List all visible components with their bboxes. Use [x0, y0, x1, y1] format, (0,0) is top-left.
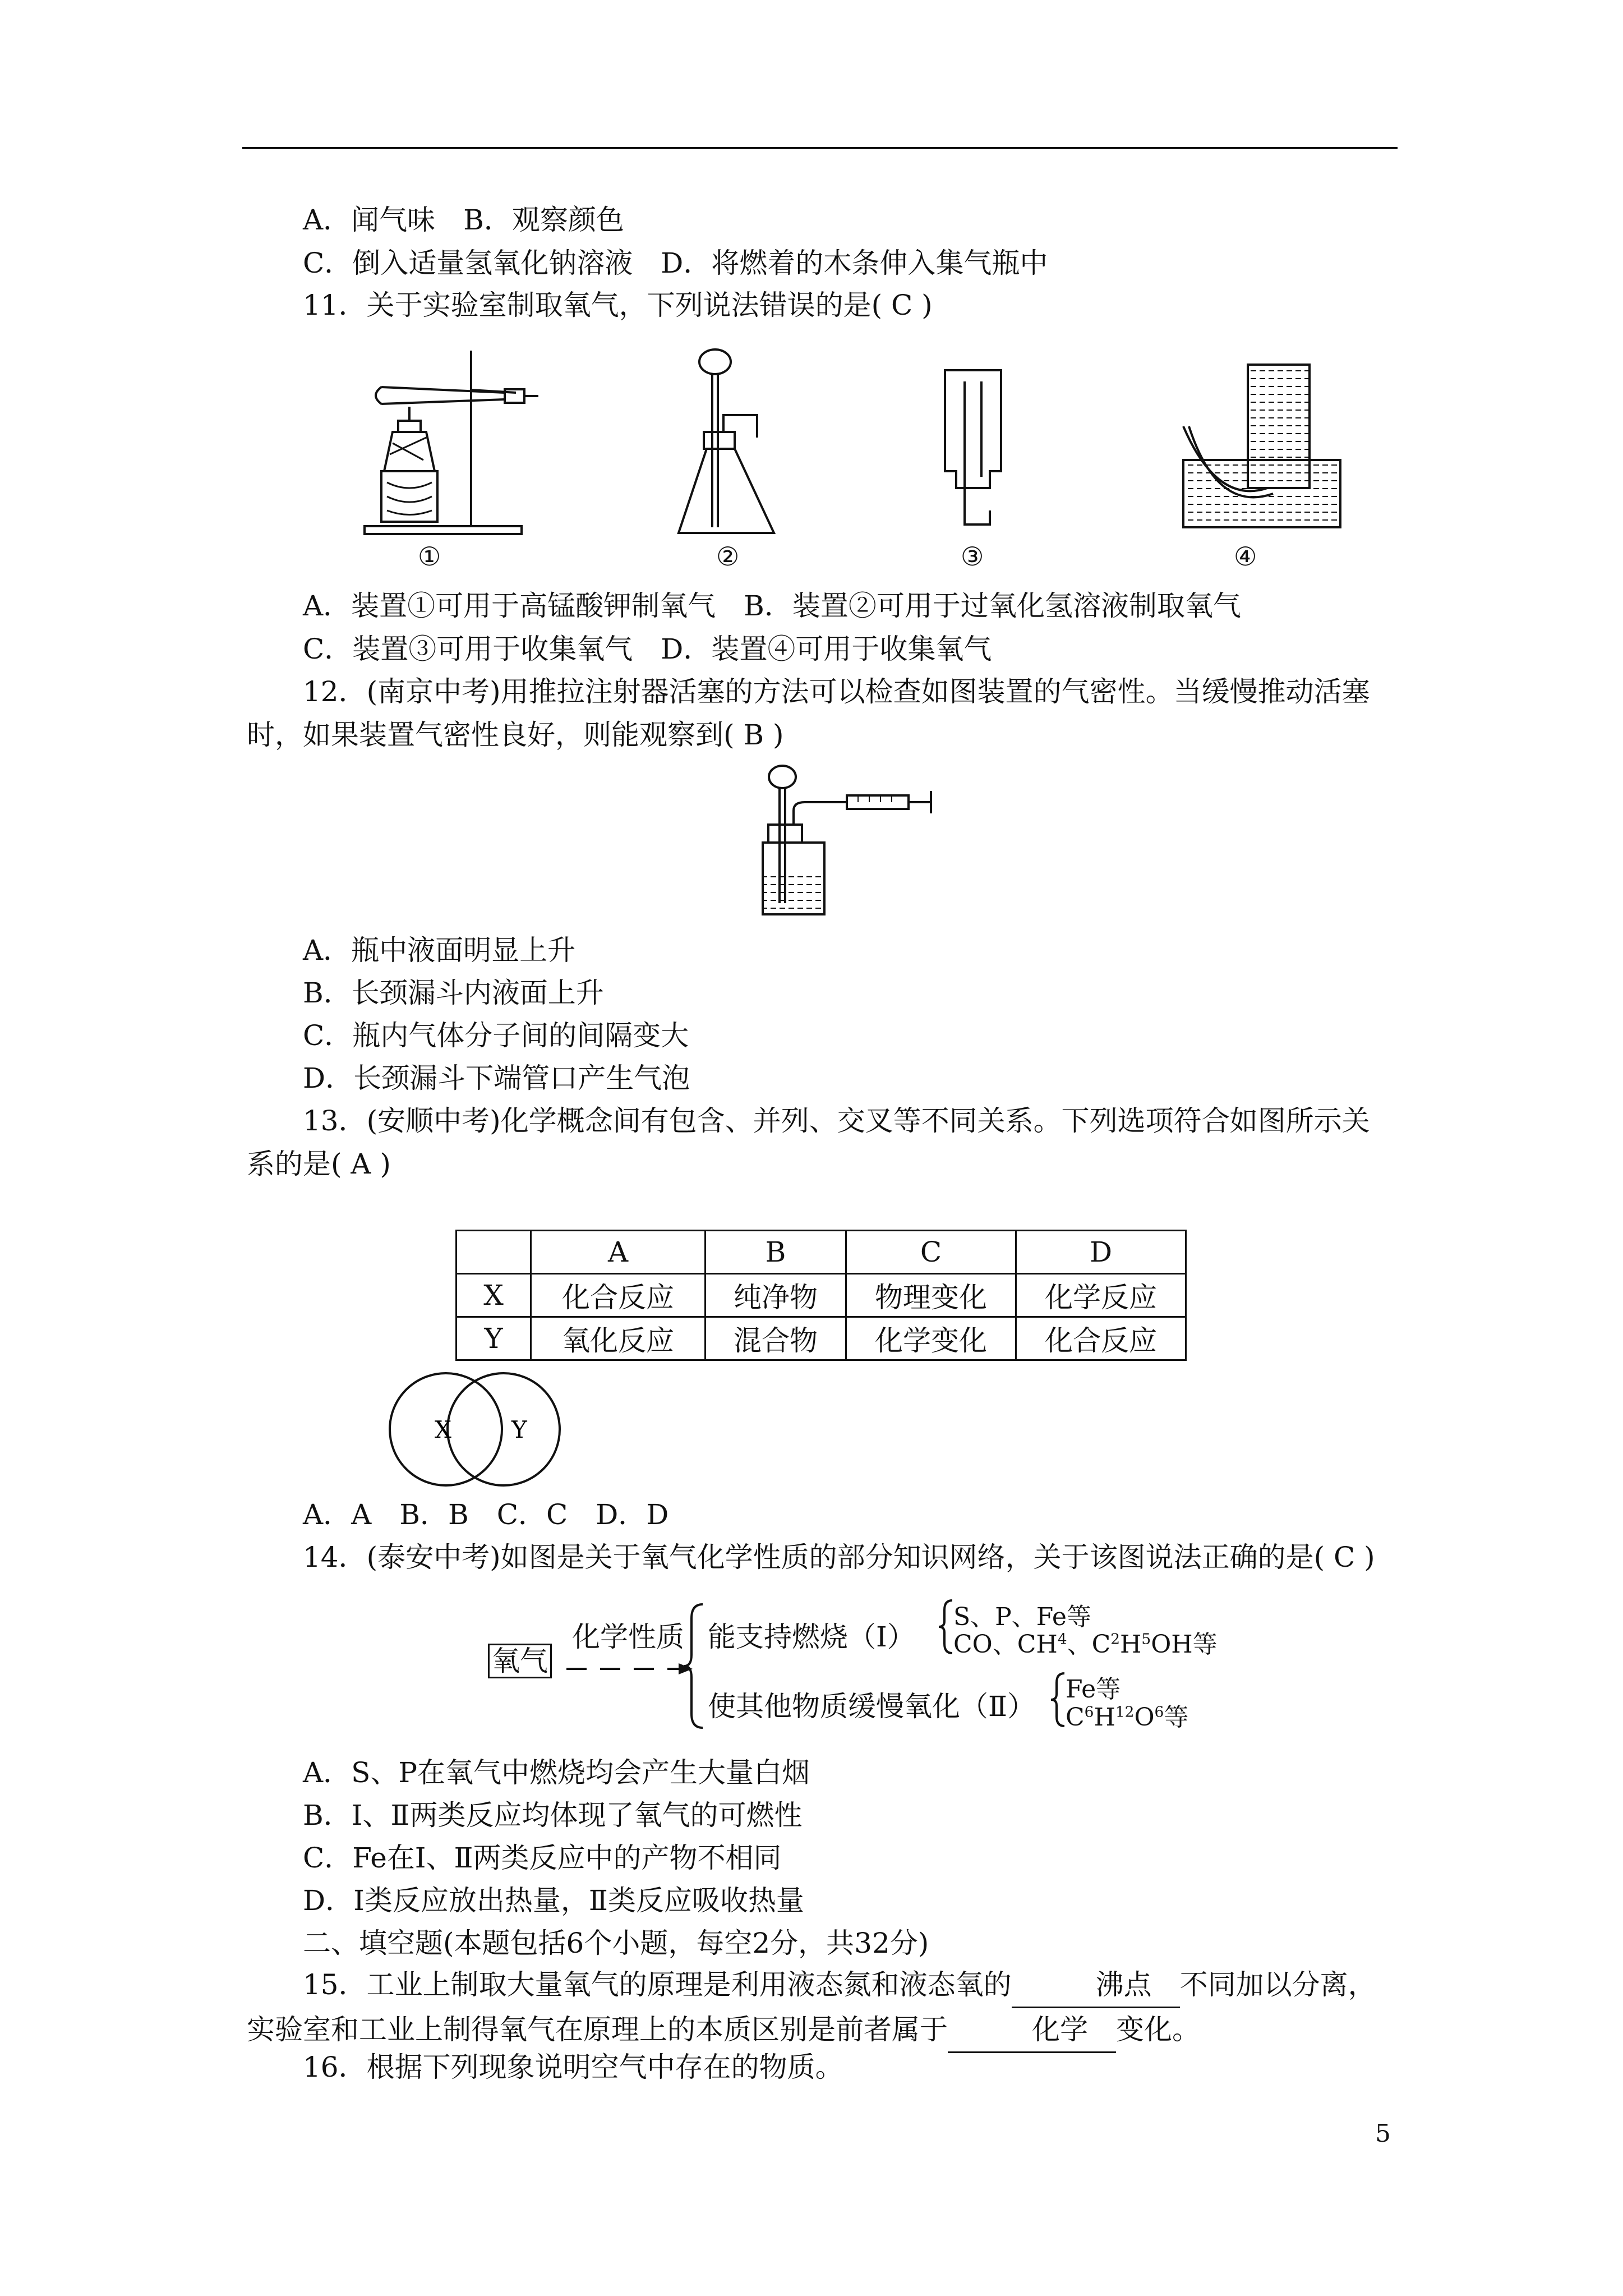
network-arrow-label: 化学性质 [572, 1621, 684, 1653]
venn-diagram [387, 1372, 566, 1489]
table-cell: D [1016, 1231, 1186, 1274]
header-rule [242, 147, 1398, 149]
table-cell: B [706, 1231, 846, 1274]
network-leaf-spfe: S、P、Fe等 [953, 1603, 1091, 1631]
table-cell [457, 1231, 531, 1274]
q13-options: A．A B．B C．C D．D [303, 1498, 669, 1531]
q12-option-a: A．瓶中液面明显上升 [303, 934, 576, 967]
q10-options-ab: A．闻气味 B．观察颜色 [303, 204, 624, 236]
apparatus-3-figure [934, 365, 1012, 539]
q15-text [247, 1963, 1396, 2053]
network-branch-combustion: 能支持燃烧（Ⅰ） [708, 1621, 915, 1653]
brace-icon [938, 1599, 955, 1655]
q12-stem: 12．(南京中考)用推拉注射器活塞的方法可以检查如图装置的气密性。当缓慢推动活塞时，如果装置气密性良好，则能观察到( B ) [247, 675, 1370, 751]
q13-stem: 13．(安顺中考)化学概念间有包含、并列、交叉等不同关系。下列选项符合如图所示关系的是( A ) [247, 1105, 1370, 1180]
table-cell: 化合反应 [531, 1274, 706, 1317]
apparatus-label-3: ③ [961, 541, 984, 572]
q15-part-3: 变化。 [1116, 2013, 1200, 2046]
q14-option-b: B．Ⅰ、Ⅱ两类反应均体现了氧气的可燃性 [303, 1799, 803, 1832]
venn-label-y: Y [511, 1416, 527, 1443]
apparatus-1-figure [359, 348, 544, 539]
table-cell: 氧化反应 [531, 1317, 706, 1360]
dashed-arrow-icon [566, 1660, 695, 1677]
apparatus-label-1: ① [418, 541, 441, 572]
table-cell: 化学变化 [846, 1317, 1016, 1360]
q16-stem: 16．根据下列现象说明空气中存在的物质。 [303, 2051, 843, 2083]
page-number: 5 [1375, 2119, 1391, 2148]
q15-answer-2: 化学 [948, 2008, 1116, 2053]
venn-label-x: X [435, 1416, 451, 1443]
network-branch-slow-oxidation: 使其他物质缓慢氧化（Ⅱ） [708, 1690, 1035, 1723]
airtightness-apparatus-figure [751, 763, 942, 920]
q12-option-d: D．长颈漏斗下端管口产生气泡 [303, 1062, 690, 1094]
table-header-row [457, 1231, 1186, 1274]
apparatus-4-figure [1178, 359, 1346, 539]
network-leaf-c6h12o6: $C^6H^{12}O^6$等 [1066, 1703, 1189, 1732]
brace-icon [1050, 1672, 1067, 1728]
brace-icon [683, 1602, 706, 1731]
apparatus-label-4: ④ [1234, 541, 1257, 572]
table-cell: X [457, 1274, 531, 1317]
q11-options-cd: C．装置③可用于收集氧气 D．装置④可用于收集氧气 [303, 633, 992, 665]
q15-part-1: 15．工业上制取大量氧气的原理是利用液态氮和液态氧的 [303, 1968, 1012, 2001]
table-cell: 纯净物 [706, 1274, 846, 1317]
table-row [457, 1274, 1186, 1317]
q11-stem: 11．关于实验室制取氧气，下列说法错误的是( C ) [303, 289, 933, 321]
q10-options-cd: C．倒入适量氢氧化钠溶液 D．将燃着的木条伸入集气瓶中 [303, 247, 1048, 279]
q14-option-a: A．S、P在氧气中燃烧均会产生大量白烟 [303, 1756, 810, 1789]
apparatus-label-2: ② [716, 541, 740, 572]
q12-option-c: C．瓶内气体分子间的间隔变大 [303, 1019, 689, 1052]
section-2-heading: 二、填空题(本题包括6个小题，每空2分，共32分) [303, 1927, 929, 1959]
q15-part-2: 不同加以分离，实验室和工业上制得氧气在原理上的本质区别是前者属于 [247, 1968, 1376, 2046]
table-row [457, 1317, 1186, 1360]
q14-stem: 14．(泰安中考)如图是关于氧气化学性质的部分知识网络，关于该图说法正确的是( C ) [303, 1541, 1375, 1573]
table-cell: A [531, 1231, 706, 1274]
table-cell: C [846, 1231, 1016, 1274]
network-leaf-co-ch4-c2h5oh: CO、$CH^4$、$C^2H^5OH$等 [953, 1630, 1218, 1659]
q13-options-table [455, 1230, 1187, 1361]
q14-option-c: C．Fe在Ⅰ、Ⅱ两类反应中的产物不相同 [303, 1842, 782, 1874]
network-leaf-fe: Fe等 [1066, 1675, 1121, 1704]
q14-option-d: D．Ⅰ类反应放出热量，Ⅱ类反应吸收热量 [303, 1884, 804, 1917]
table-cell: 化合反应 [1016, 1317, 1186, 1360]
table-cell: 化学反应 [1016, 1274, 1186, 1317]
q12-option-b: B．长颈漏斗内液面上升 [303, 977, 604, 1009]
table-cell: 物理变化 [846, 1274, 1016, 1317]
q15-answer-1: 沸点 [1012, 1963, 1180, 2008]
table-cell: Y [457, 1317, 531, 1360]
table-cell: 混合物 [706, 1317, 846, 1360]
apparatus-2-figure [673, 348, 796, 539]
network-root-oxygen: 氧气 [488, 1644, 552, 1678]
q11-options-ab: A．装置①可用于高锰酸钾制氧气 B．装置②可用于过氧化氢溶液制取氧气 [303, 590, 1241, 622]
